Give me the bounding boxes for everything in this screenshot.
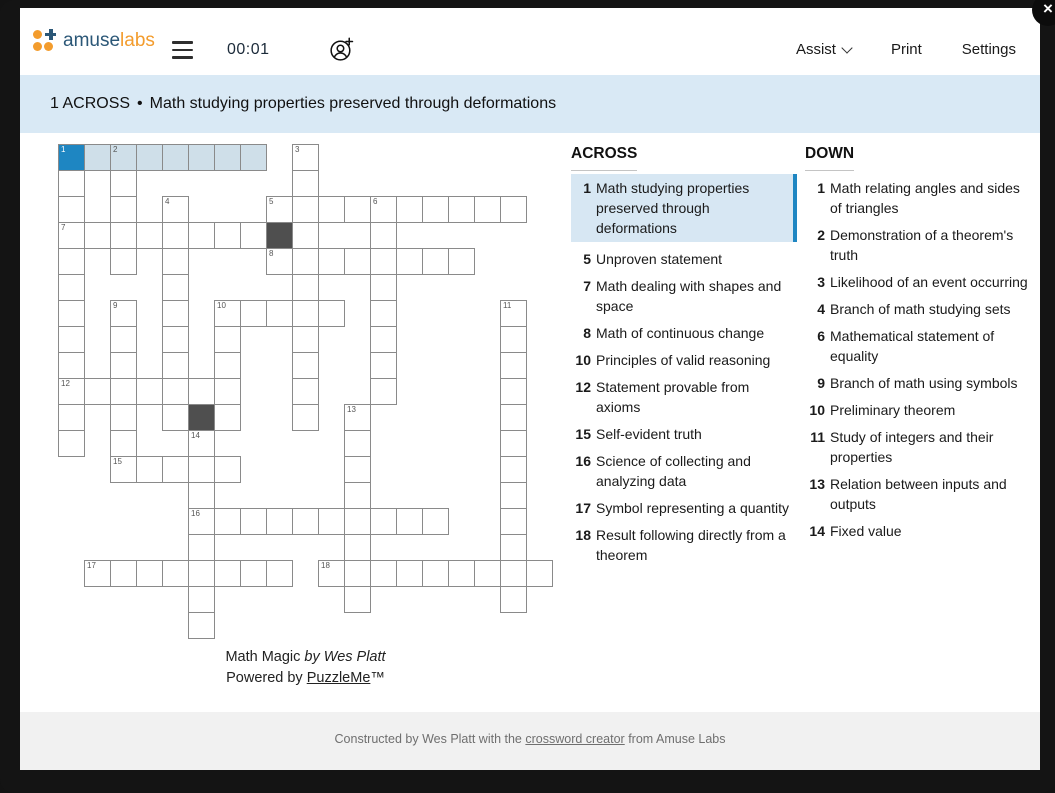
grid-cell[interactable] (318, 508, 345, 535)
grid-cell[interactable] (370, 274, 397, 301)
grid-cell[interactable] (162, 300, 189, 327)
cell-number: 15 (113, 457, 122, 466)
cell-number: 12 (61, 379, 70, 388)
puzzle-title-line (58, 647, 553, 668)
grid-cell[interactable] (370, 196, 397, 223)
grid-cell[interactable] (370, 300, 397, 327)
grid-cell[interactable] (110, 326, 137, 353)
grid-cell[interactable] (110, 378, 137, 405)
cell-number: 14 (191, 431, 200, 440)
grid-cell[interactable] (188, 534, 215, 561)
clue-number: 9 (817, 375, 825, 391)
grid-cell[interactable] (58, 196, 85, 223)
settings-button[interactable]: Settings (961, 41, 1016, 58)
grid-cell[interactable] (162, 196, 189, 223)
grid-cell[interactable] (344, 586, 371, 613)
amuselabs-logo-icon (33, 29, 56, 52)
clue-across-7[interactable] (571, 276, 797, 316)
clue-number: 13 (809, 476, 825, 492)
grid-cell[interactable] (136, 144, 163, 171)
grid-cell[interactable] (292, 300, 319, 327)
grid-cell[interactable] (526, 560, 553, 587)
grid-cell[interactable] (344, 482, 371, 509)
grid-cell[interactable] (214, 378, 241, 405)
grid-cell[interactable] (58, 404, 85, 431)
clue-across-18[interactable] (571, 525, 797, 565)
clue-across-8[interactable] (571, 323, 797, 343)
grid-cell[interactable] (474, 560, 501, 587)
grid-cell[interactable] (292, 222, 319, 249)
down-header: DOWN (805, 145, 854, 171)
add-player-icon[interactable] (328, 37, 354, 68)
clue-text: Math dealing with shapes and space (596, 278, 782, 314)
grid-cell[interactable] (292, 170, 319, 197)
grid-cell[interactable] (396, 196, 423, 223)
grid-cell[interactable] (214, 456, 241, 483)
cell-number: 18 (321, 561, 330, 570)
grid-cell[interactable] (500, 326, 527, 353)
clue-text: Math of continuous change (596, 325, 765, 341)
puzzle-page (20, 8, 1040, 770)
clue-text: Math studying properties preserved through deformations (596, 180, 750, 236)
close-icon: × (1043, 0, 1053, 18)
across-clue-list (571, 174, 797, 565)
grid-cell[interactable] (188, 508, 215, 535)
grid-cell[interactable] (84, 222, 111, 249)
hamburger-menu-icon[interactable] (172, 41, 193, 64)
grid-cell[interactable] (448, 248, 475, 275)
grid-cell[interactable] (110, 456, 137, 483)
grid-cell[interactable] (162, 222, 189, 249)
grid-cell[interactable] (162, 274, 189, 301)
clue-down-11[interactable] (805, 427, 1033, 467)
timer: 00:01 (227, 41, 270, 58)
clue-across-16[interactable] (571, 451, 797, 491)
grid-cell[interactable] (422, 196, 449, 223)
grid-cell[interactable] (500, 482, 527, 509)
cell-number: 17 (87, 561, 96, 570)
down-clue-list (805, 178, 1033, 541)
clue-text: Symbol representing a quantity (596, 500, 789, 516)
clue-text: Unproven statement (596, 251, 723, 267)
chevron-down-icon (841, 42, 852, 53)
cell-number: 8 (269, 249, 274, 258)
grid-cell[interactable] (58, 430, 85, 457)
clue-text: Study of integers and their properties (830, 429, 994, 465)
clue-down-9[interactable] (805, 373, 1033, 393)
grid-cell[interactable] (188, 482, 215, 509)
clue-number: 15 (575, 426, 591, 442)
clue-text: Math relating angles and sides of triangles (830, 180, 1020, 216)
grid-cell[interactable] (344, 560, 371, 587)
cell-number: 11 (503, 301, 512, 310)
grid-cell[interactable] (344, 196, 371, 223)
grid-cell[interactable] (396, 560, 423, 587)
grid-cell[interactable] (318, 560, 345, 587)
grid-cell[interactable] (188, 144, 215, 171)
clue-text: Principles of valid reasoning (596, 352, 771, 368)
grid-cell[interactable] (136, 222, 163, 249)
clue-across-12[interactable] (571, 377, 797, 417)
grid-cell[interactable] (344, 430, 371, 457)
clue-down-6[interactable] (805, 326, 1033, 366)
grid-cell[interactable] (58, 222, 85, 249)
grid-cell[interactable] (136, 560, 163, 587)
puzzle-title: Math Magic (225, 649, 301, 665)
grid-cell[interactable] (58, 274, 85, 301)
footer-bar: Constructed by Wes Platt with the crossword creator from Amuse Labs (20, 712, 1040, 770)
cell-number: 3 (295, 145, 300, 154)
app-header (20, 8, 1040, 75)
clue-number: 1 (583, 180, 591, 196)
grid-cell[interactable] (188, 586, 215, 613)
grid-cell[interactable] (370, 352, 397, 379)
amuselabs-logo[interactable] (33, 29, 155, 52)
grid-cell[interactable] (188, 560, 215, 587)
grid-cell[interactable] (396, 508, 423, 535)
grid-cell[interactable] (214, 560, 241, 587)
active-clue-banner (20, 75, 1040, 133)
clue-number: 12 (575, 379, 591, 395)
clue-separator: • (137, 95, 143, 112)
clue-across-5[interactable] (571, 249, 797, 269)
grid-cell[interactable] (84, 378, 111, 405)
grid-cell[interactable] (58, 170, 85, 197)
grid-cell[interactable] (318, 196, 345, 223)
grid-cell[interactable] (214, 300, 241, 327)
clue-down-10[interactable] (805, 400, 1033, 420)
cell-number: 13 (347, 405, 356, 414)
grid-cell[interactable] (448, 196, 475, 223)
clue-down-14[interactable] (805, 521, 1033, 541)
grid-cell[interactable] (500, 300, 527, 327)
grid-cell[interactable] (188, 430, 215, 457)
grid-cell[interactable] (58, 144, 85, 171)
puzzle-credits (58, 647, 553, 689)
clue-down-4[interactable] (805, 299, 1033, 319)
clue-number: 17 (575, 500, 591, 516)
grid-cell[interactable] (266, 560, 293, 587)
clue-number: 8 (583, 325, 591, 341)
grid-cell[interactable] (84, 560, 111, 587)
grid-cell[interactable] (266, 300, 293, 327)
grid-cell[interactable] (344, 248, 371, 275)
clue-number: 16 (575, 453, 591, 469)
grid-cell[interactable] (448, 560, 475, 587)
grid-cell[interactable] (500, 508, 527, 535)
clue-text: Mathematical statement of equality (830, 328, 995, 364)
crossword-grid (58, 144, 553, 639)
grid-cell[interactable] (214, 404, 241, 431)
print-button[interactable]: Print (890, 41, 922, 58)
grid-cell[interactable] (162, 404, 189, 431)
cell-number: 9 (113, 301, 118, 310)
grid-cell[interactable] (188, 612, 215, 639)
grid-cell[interactable] (162, 326, 189, 353)
clue-number: 7 (583, 278, 591, 294)
clue-number: 10 (809, 402, 825, 418)
grid-cell[interactable] (500, 378, 527, 405)
grid-cell[interactable] (110, 430, 137, 457)
grid-cell[interactable] (58, 326, 85, 353)
grid-cell[interactable] (110, 144, 137, 171)
grid-cell[interactable] (474, 196, 501, 223)
clue-number: 5 (583, 251, 591, 267)
grid-cell[interactable] (240, 300, 267, 327)
grid-cell[interactable] (58, 352, 85, 379)
clue-across-10[interactable] (571, 350, 797, 370)
grid-cell[interactable] (84, 144, 111, 171)
grid-cell[interactable] (396, 248, 423, 275)
grid-cell[interactable] (240, 560, 267, 587)
grid-cell[interactable] (318, 248, 345, 275)
grid-cell[interactable] (292, 248, 319, 275)
clue-number: 11 (810, 429, 825, 445)
grid-cell[interactable] (370, 248, 397, 275)
cell-number: 7 (61, 223, 66, 232)
grid-cell[interactable] (500, 560, 527, 587)
grid-cell[interactable] (162, 560, 189, 587)
grid-cell[interactable] (422, 508, 449, 535)
powered-by-line: Powered by PuzzleMe™ (226, 670, 385, 686)
puzzleme-link[interactable]: PuzzleMe (306, 670, 371, 686)
grid-cell[interactable] (110, 404, 137, 431)
grid-cell[interactable] (58, 300, 85, 327)
grid-cell[interactable] (292, 196, 319, 223)
grid-cell[interactable] (214, 144, 241, 171)
grid-cell[interactable] (214, 222, 241, 249)
grid-cell[interactable] (214, 352, 241, 379)
assist-menu[interactable]: Assist (796, 41, 851, 58)
grid-cell[interactable] (292, 352, 319, 379)
grid-block-cell (266, 222, 293, 249)
grid-cell[interactable] (136, 456, 163, 483)
grid-cell[interactable] (110, 300, 137, 327)
clue-number: 14 (809, 523, 825, 539)
grid-cell[interactable] (422, 560, 449, 587)
grid-cell[interactable] (344, 534, 371, 561)
grid-cell[interactable] (344, 404, 371, 431)
clue-number: 6 (817, 328, 825, 344)
grid-cell[interactable] (240, 222, 267, 249)
grid-cell[interactable] (188, 456, 215, 483)
across-clues-panel (571, 145, 797, 572)
cell-number: 1 (61, 145, 66, 154)
grid-cell[interactable] (240, 144, 267, 171)
grid-cell[interactable] (292, 144, 319, 171)
grid-cell[interactable] (110, 196, 137, 223)
grid-cell[interactable] (214, 326, 241, 353)
grid-cell[interactable] (500, 534, 527, 561)
clue-text: Relation between inputs and outputs (830, 476, 1007, 512)
grid-cell[interactable] (240, 508, 267, 535)
grid-cell[interactable] (58, 248, 85, 275)
cell-number: 5 (269, 197, 274, 206)
top-menu (796, 41, 1016, 58)
grid-cell[interactable] (266, 196, 293, 223)
grid-cell[interactable] (292, 274, 319, 301)
clue-down-1[interactable] (805, 178, 1033, 218)
cell-number: 4 (165, 197, 170, 206)
grid-cell[interactable] (110, 560, 137, 587)
grid-cell[interactable] (188, 222, 215, 249)
clue-number: 18 (575, 527, 591, 543)
grid-cell[interactable] (110, 248, 137, 275)
grid-cell[interactable] (344, 508, 371, 535)
clue-text: Preliminary theorem (830, 402, 956, 418)
grid-cell[interactable] (422, 248, 449, 275)
grid-cell[interactable] (292, 326, 319, 353)
clue-text: Branch of math using symbols (830, 375, 1018, 391)
grid-cell[interactable] (162, 352, 189, 379)
clue-down-3[interactable] (805, 272, 1033, 292)
cell-number: 16 (191, 509, 200, 518)
brand-name: amuselabs (63, 29, 155, 51)
grid-cell[interactable] (188, 378, 215, 405)
grid-cell[interactable] (162, 378, 189, 405)
active-clue-ref: 1 ACROSS (50, 95, 131, 112)
grid-cell[interactable] (500, 196, 527, 223)
puzzle-author: by Wes Platt (304, 649, 386, 665)
clue-text: Statement provable from axioms (596, 379, 750, 415)
grid-cell[interactable] (136, 378, 163, 405)
cell-number: 6 (373, 197, 378, 206)
grid-cell[interactable] (292, 378, 319, 405)
clue-across-1[interactable] (571, 174, 797, 242)
clue-down-2[interactable] (805, 225, 1033, 265)
grid-cell[interactable] (110, 170, 137, 197)
grid-cell[interactable] (162, 248, 189, 275)
clue-number: 4 (817, 301, 825, 317)
grid-cell[interactable] (266, 248, 293, 275)
grid-cell[interactable] (58, 378, 85, 405)
across-header: ACROSS (571, 145, 637, 171)
crossword-creator-link[interactable]: crossword creator (525, 732, 625, 746)
clue-number: 1 (817, 180, 825, 196)
grid-cell[interactable] (500, 430, 527, 457)
cell-number: 2 (113, 145, 118, 154)
down-clues-panel (805, 145, 1033, 548)
grid-cell[interactable] (500, 404, 527, 431)
grid-cell[interactable] (500, 586, 527, 613)
grid-cell[interactable] (110, 352, 137, 379)
grid-cell[interactable] (344, 456, 371, 483)
clue-text: Likelihood of an event occurring (830, 274, 1028, 290)
grid-cell[interactable] (214, 508, 241, 535)
cell-number: 10 (217, 301, 226, 310)
clue-across-17[interactable] (571, 498, 797, 518)
clue-down-13[interactable] (805, 474, 1033, 514)
grid-cell[interactable] (162, 456, 189, 483)
clue-text: Self-evident truth (596, 426, 702, 442)
clue-number: 10 (575, 352, 591, 368)
grid-cell[interactable] (500, 352, 527, 379)
clue-across-15[interactable] (571, 424, 797, 444)
clue-number: 3 (817, 274, 825, 290)
grid-cell[interactable] (292, 404, 319, 431)
grid-cell[interactable] (110, 222, 137, 249)
grid-cell[interactable] (370, 508, 397, 535)
grid-cell[interactable] (370, 326, 397, 353)
grid-cell[interactable] (500, 456, 527, 483)
grid-cell[interactable] (266, 508, 293, 535)
grid-cell[interactable] (370, 560, 397, 587)
grid-cell[interactable] (370, 222, 397, 249)
clue-text: Fixed value (830, 523, 902, 539)
grid-cell[interactable] (318, 300, 345, 327)
clue-text: Demonstration of a theorem's truth (830, 227, 1014, 263)
grid-cell[interactable] (162, 144, 189, 171)
active-clue-text: Math studying properties preserved through deformations (149, 95, 557, 112)
grid-cell[interactable] (292, 508, 319, 535)
grid-cell[interactable] (370, 378, 397, 405)
clue-text: Branch of math studying sets (830, 301, 1011, 317)
clue-text: Result following directly from a theorem (596, 527, 786, 563)
grid-block-cell (188, 404, 215, 431)
clue-number: 2 (817, 227, 825, 243)
clue-text: Science of collecting and analyzing data (596, 453, 751, 489)
